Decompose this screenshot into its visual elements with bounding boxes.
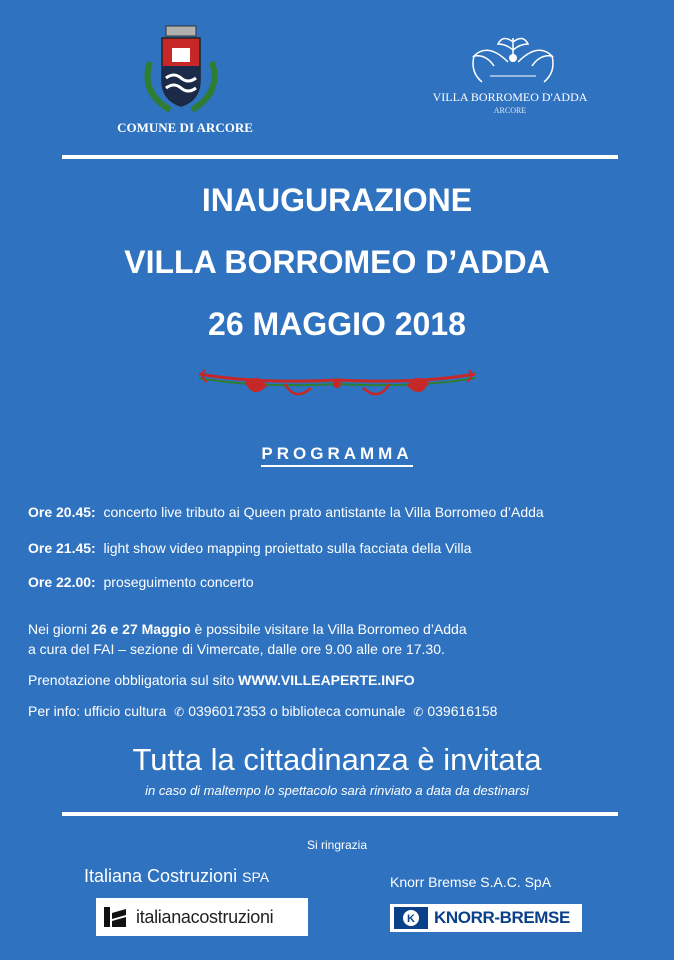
booking-line (28, 671, 415, 689)
program-time: Ore 20.45: (28, 504, 96, 520)
comune-label: COMUNE DI ARCORE (117, 120, 253, 135)
visit-info-line-1 (28, 620, 467, 638)
program-text: concerto live tributo ai Queen prato antistante la Villa Borromeo d’Adda (103, 504, 544, 520)
villa-location-label: ARCORE (493, 106, 527, 115)
programma-heading (0, 444, 674, 464)
programma-heading-text: PROGRAMMA (261, 444, 412, 467)
contact-prefix: Per info: ufficio cultura (28, 703, 167, 719)
title-line-2: VILLA BORROMEO D’ADDA (124, 244, 550, 280)
phone-icon: ✆ (174, 705, 185, 719)
top-divider (62, 155, 618, 159)
arcore-crest-icon (140, 22, 222, 112)
program-item (28, 539, 471, 557)
program-item (28, 503, 544, 521)
sponsor-1-name-text: Italiana Costruzioni (84, 866, 238, 886)
italiana-costruzioni-logo-text: italianacostruzioni (136, 906, 274, 927)
italiana-costruzioni-mark-icon (102, 903, 130, 931)
knorr-bremse-logo-text: KNORR-BREMSE (434, 908, 570, 927)
sponsor-1-name (84, 866, 269, 887)
rain-note: in caso di maltempo lo spettacolo sarà rinviato a data da destinarsi (145, 783, 529, 798)
program-time: Ore 22.00: (28, 574, 96, 590)
contact-line (28, 702, 497, 721)
phone-number-2: 039616158 (427, 703, 498, 719)
program-text: proseguimento concerto (103, 574, 254, 590)
svg-text:K: K (407, 913, 415, 925)
visit-info-line-2: a cura del FAI – sezione di Vimercate, dalle ore 9.00 alle ore 17.30. (28, 641, 445, 657)
phone-number-1: 0396017353 (188, 703, 267, 719)
visit-prefix: Nei giorni (28, 621, 88, 637)
program-text: light show video mapping proiettato sulla facciata della Villa (103, 540, 472, 556)
villa-borromeo-logo-icon (468, 32, 558, 90)
visit-suffix: è possibile visitare la Villa Borromeo d’Adda (194, 621, 467, 637)
booking-site-link[interactable]: WWW.VILLEAPERTE.INFO (238, 672, 415, 688)
thanks-label: Si ringrazia (306, 838, 368, 852)
visit-days: 26 e 27 Maggio (91, 621, 191, 637)
sponsor-1-spa: SPA (242, 869, 270, 885)
sponsor-2-name: Knorr Bremse S.A.C. SpA (390, 874, 552, 890)
program-time: Ore 21.45: (28, 540, 96, 556)
italiana-costruzioni-logo (96, 898, 308, 936)
contact-mid: o biblioteca comunale (269, 703, 406, 719)
villa-name-label: VILLA BORROMEO D'ADDA (432, 90, 588, 104)
program-item (28, 573, 254, 591)
knorr-bremse-logo (390, 904, 582, 932)
ribbon-ornament-icon (195, 364, 479, 406)
bottom-divider (62, 812, 618, 816)
phone-icon: ✆ (413, 705, 424, 719)
booking-prefix: Prenotazione obbligatoria sul sito (28, 672, 235, 688)
title-line-3: 26 MAGGIO 2018 (208, 306, 466, 342)
invite-headline: Tutta la cittadinanza è invitata (132, 742, 542, 777)
knorr-bremse-mark-icon (394, 907, 428, 929)
title-line-1: INAUGURAZIONE (201, 182, 473, 218)
